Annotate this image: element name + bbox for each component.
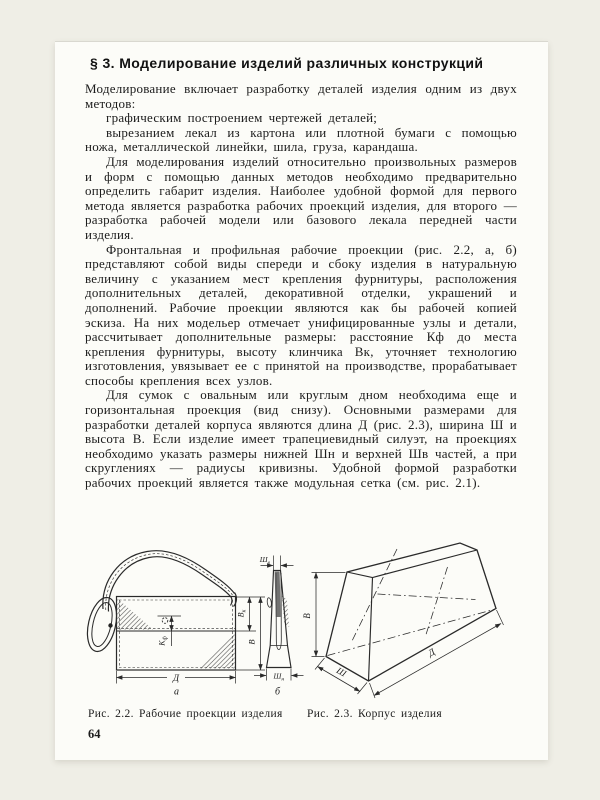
shoulder-strap	[103, 551, 237, 612]
fig22-label-d: Д	[172, 673, 180, 684]
fig22-label-vk: $В_к$	[236, 609, 248, 618]
paragraph: Для моделирования изделий относительно произвольных размеров и форм с помощью данных методов необходимо предварительно определить габарит изделия. Наиболее удобной формой для первого метода является разработка рабочих проекций изделия, для второго — разработка рабочей модели или базового лекала передней части изделия.	[85, 153, 517, 242]
fig23-body	[302, 543, 504, 698]
rivet-dot	[108, 623, 112, 627]
paragraph: вырезанием лекал из картона или плотной бумаги с помощью ножа, металлической линейки, шила, груза, карандаша.	[85, 124, 517, 155]
dim-bottom	[117, 671, 236, 698]
paragraph: Для сумок с овальным или круглым дном необходима еще и горизонтальная проекция (вид снизу). Основными размерами для разработки деталей корпуса являются длина Д (рис. 2.3), ширина Ш и высота В. Если изделие имеет трапециевидный силуэт, на проекциях необходимо указать размеры нижней Шн и верхней Шв частей, а при скруглениях — радиусы кривизны. Удобной формой разработки рабочих проекций является также модульная сетка (см. рис. 2.1).	[85, 387, 517, 491]
section-title: § 3. Моделирование изделий различных конструкций	[90, 55, 484, 71]
caption-fig-2-3: Рис. 2.3. Корпус изделия	[307, 708, 443, 720]
fig23-label-v: В	[302, 613, 312, 619]
caption-fig-2-2: Рис. 2.2. Рабочие проекции изделия	[88, 708, 283, 720]
buckle-oval	[267, 597, 272, 607]
paragraph: Моделирование включает разработку деталей изделия одним из двух методов:	[85, 81, 517, 111]
fig23-dim-v	[302, 573, 346, 657]
fig22-label-kf: $К_ф$	[157, 636, 169, 646]
fig23-dim-d	[370, 610, 504, 698]
fig23-label-sh: Ш	[334, 665, 349, 679]
fig22-label-shn: $Ш_н$	[273, 671, 285, 683]
fig22-front-view	[83, 551, 265, 698]
paragraph: графическим построением чертежей деталей;	[106, 110, 378, 126]
book-page	[55, 42, 548, 760]
fig22-label-shv: $Ш_в$	[259, 555, 270, 566]
fig22-label-a: а	[174, 686, 179, 698]
figures-2-2-and-2-3	[55, 535, 548, 705]
fig22-side-view	[254, 555, 304, 698]
hatch-top-left	[117, 599, 153, 630]
fig23-label-d: Д	[426, 647, 438, 660]
hatch-profile	[282, 595, 289, 627]
fig22-label-b: б	[274, 686, 281, 698]
hatch-bottom-right	[197, 634, 235, 669]
handle-ring	[83, 595, 122, 655]
fig22-label-v: В	[246, 639, 257, 645]
strap-end-shaded	[275, 572, 281, 618]
dim-right	[236, 597, 265, 670]
paragraph: Фронтальная и профильная рабочие проекции (рис. 2.2, а, б) представляют собой виды спереди и сбоку изделия в натуральную величину с указанием мест крепления фурнитуры, расположения дополнительных деталей, декоративной отделки, украшений и дополнений. Рабочие проекции являются как бы рабочей копией эскиза. На них модельер отмечает унифицированные узлы и детали, рассчитывает дополнительные размеры: расстояние Кф до места крепления фурнитуры, высоту клинчика Вк, уточняет технологию изготовления, увязывает ее с принятой на производстве, прорабатывает способы крепления всех узлов.	[85, 241, 517, 388]
text-column	[85, 55, 517, 491]
page-number: 64	[88, 727, 101, 741]
